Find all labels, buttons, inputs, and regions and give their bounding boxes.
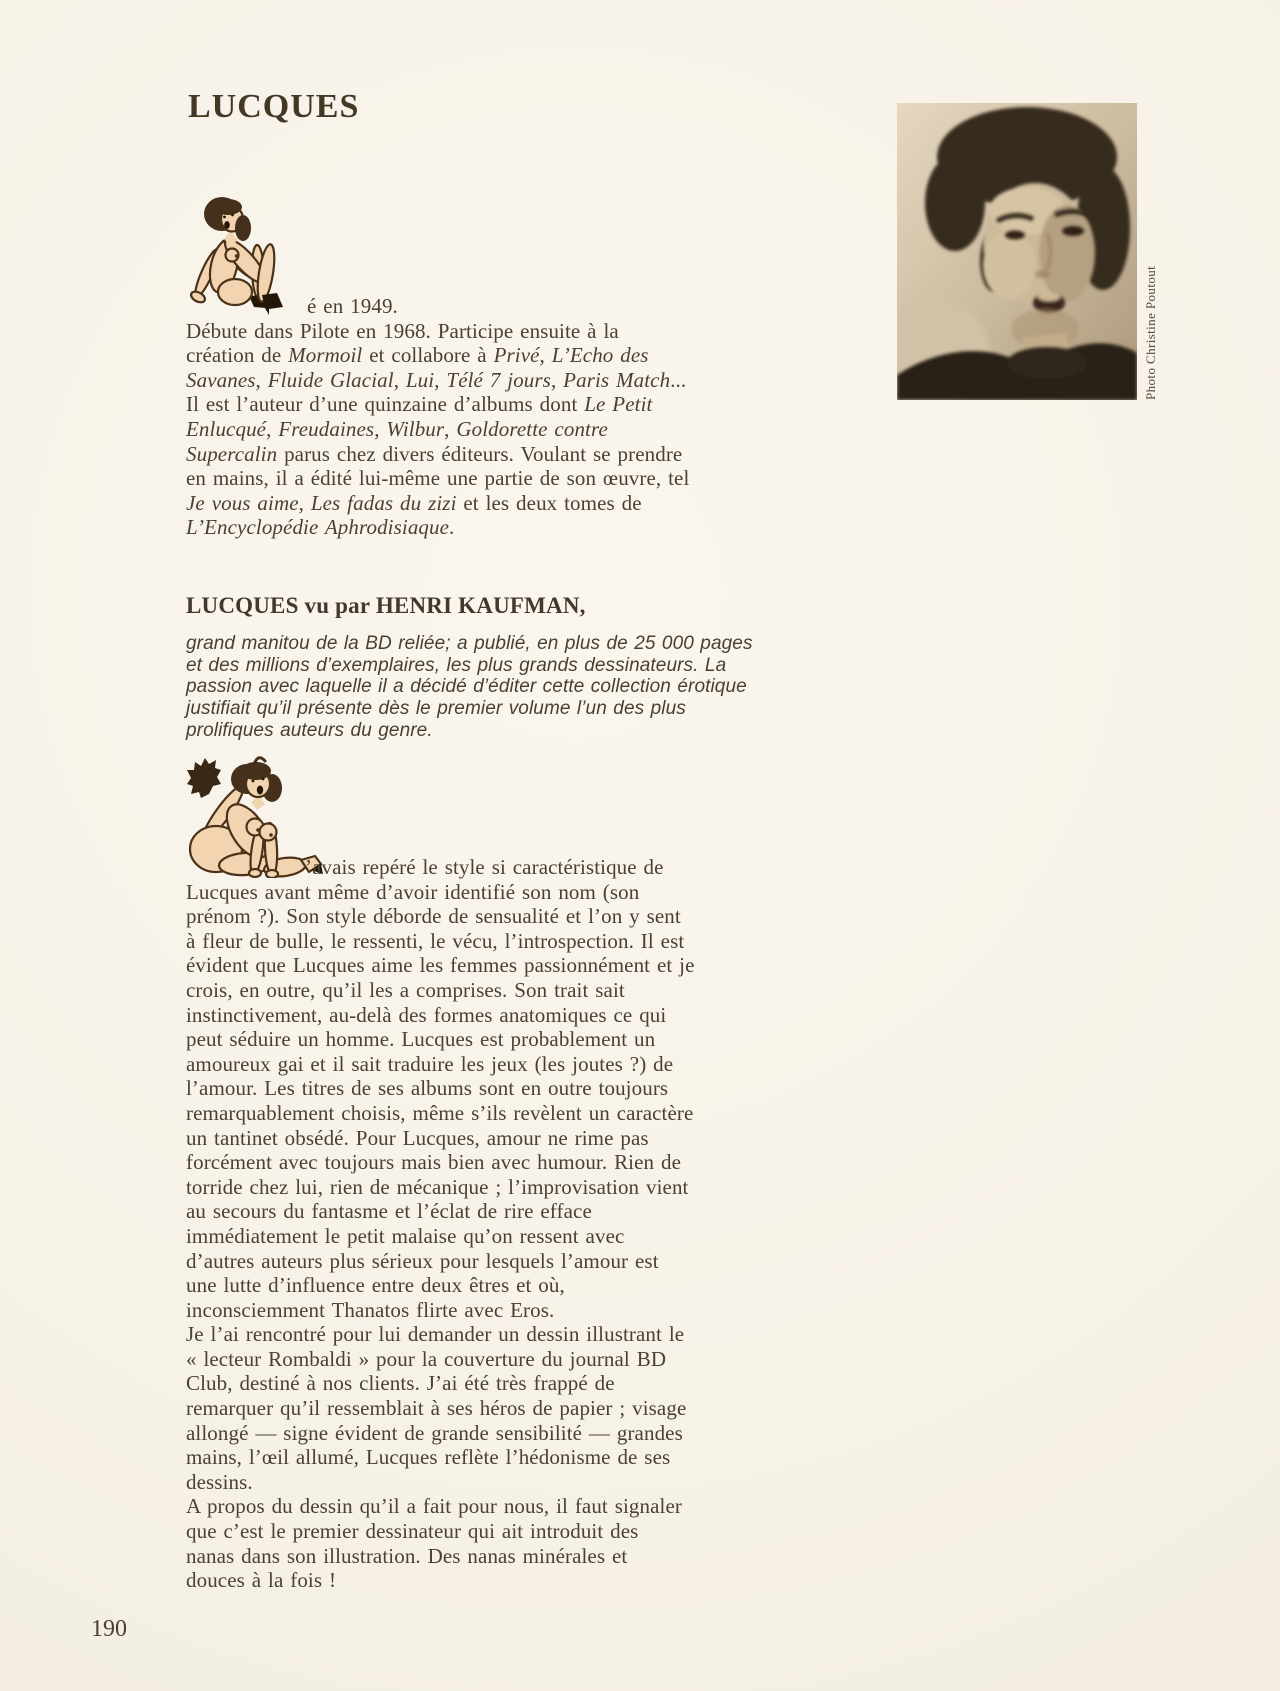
- page-number: 190: [91, 1616, 127, 1642]
- text-line: Débute dans Pilote en 1968. Participe ensuite à la: [186, 318, 619, 343]
- text-line: douces à la fois !: [186, 1568, 337, 1593]
- text-line: crois, en outre, qu’il les a comprises. Son trait sait: [186, 977, 625, 1002]
- section-heading: LUCQUES vu par HENRI KAUFMAN,: [186, 593, 586, 618]
- text-line: Savanes, Fluide Glacial, Lui, Télé 7 jours, Paris Match...: [186, 367, 687, 392]
- text-line: un tantinet obsédé. Pour Lucques, amour ne rime pas: [186, 1125, 649, 1150]
- text-line: que c’est le premier dessinateur qui ait introduit des: [186, 1519, 639, 1544]
- text-line: remarquablement choisis, même s’ils revèlent un caractère: [186, 1100, 694, 1125]
- text-line: Je l’ai rencontré pour lui demander un dessin illustrant le: [186, 1322, 685, 1347]
- text-line: Lucques avant même d’avoir identifié son nom (son: [186, 879, 640, 904]
- text-line: inconsciemment Thanatos flirte avec Eros.: [186, 1297, 555, 1322]
- text-line: au secours du fantasme et l’éclat de rire efface: [186, 1199, 592, 1224]
- text-line: Il est l’auteur d’une quinzaine d’albums dont Le Petit: [186, 392, 653, 417]
- page-title: LUCQUES: [188, 88, 360, 125]
- portrait-photo-image: [897, 103, 1137, 400]
- text-line: Enlucqué, Freudaines, Wilbur, Goldorette contre: [186, 416, 608, 441]
- text-line: dessins.: [186, 1469, 253, 1494]
- text-line: allongé — signe évident de grande sensibilité — grandes: [186, 1420, 683, 1445]
- text-line: justifiait qu’il présente dès le premier volume l’un des plus: [186, 698, 686, 720]
- text-line: « lecteur Rombaldi » pour la couverture du journal BD: [186, 1346, 667, 1371]
- text-line: à fleur de bulle, le ressenti, le vécu, l’introspection. Il est: [186, 928, 685, 953]
- text-line: et des millions d’exemplaires, les plus grands dessinateurs. La: [186, 654, 727, 676]
- text-line: mains, l’œil allumé, Lucques reflète l’hédonisme de ses: [186, 1445, 671, 1470]
- text-line: ’avais repéré le style si caractéristique de: [305, 855, 664, 879]
- text-line: forcément avec toujours mais bien avec humour. Rien de: [186, 1150, 681, 1175]
- text-line: instinctivement, au-delà des formes anatomiques ce qui: [186, 1002, 667, 1027]
- text-line: Club, destiné à nos clients. J’ai été très frappé de: [186, 1371, 615, 1396]
- text-line: A propos du dessin qu’il a fait pour nous, il faut signaler: [186, 1494, 682, 1519]
- text-line: l’amour. Les titres de ses albums sont en outre toujours: [186, 1076, 669, 1101]
- text-line: torride chez lui, rien de mécanique ; l’improvisation vient: [186, 1174, 689, 1199]
- text-line: peut séduire un homme. Lucques est probablement un: [186, 1027, 656, 1052]
- text-line: nanas dans son illustration. Des nanas minérales et: [186, 1543, 628, 1568]
- text-line: grand manitou de la BD reliée; a publié, en plus de 25 000 pages: [186, 633, 753, 654]
- text-line: en mains, il a édité lui-même une partie de son œuvre, tel: [186, 466, 690, 491]
- text-line: création de Mormoil et collabore à Privé, L’Echo des: [186, 343, 649, 368]
- photo-credit: Photo Christine Poutout: [1143, 265, 1158, 400]
- text-line: prénom ?). Son style déborde de sensualité et l’on y sent: [186, 904, 681, 929]
- text-line: évident que Lucques aime les femmes passionnément et je: [186, 953, 695, 978]
- text-line: une lutte d’influence entre deux êtres et où,: [186, 1273, 565, 1298]
- text-line: Supercalin parus chez divers éditeurs. Voulant se prendre: [186, 441, 683, 466]
- portrait-photo: [897, 103, 1137, 400]
- text-line: remarquer qu’il ressemblait à ses héros de papier ; visage: [186, 1396, 687, 1421]
- text-line: é en 1949.: [307, 294, 398, 318]
- text-line: Je vous aime, Les fadas du zizi et les deux tomes de: [186, 490, 642, 515]
- biography-paragraph: [186, 294, 689, 540]
- main-text: [186, 855, 695, 1593]
- text-line: prolifiques auteurs du genre.: [186, 719, 433, 741]
- kaufman-intro-paragraph: [186, 633, 753, 742]
- text-line: d’autres auteurs plus sérieux pour lesquels l’amour est: [186, 1248, 659, 1273]
- text-line: immédiatement le petit malaise qu’on ressent avec: [186, 1223, 625, 1248]
- text-line: L’Encyclopédie Aphrodisiaque.: [186, 515, 455, 540]
- text-line: amoureux gai et il sait traduire les jeux (les joutes ?) de: [186, 1051, 674, 1076]
- text-line: passion avec laquelle il a décidé d’éditer cette collection érotique: [186, 676, 747, 698]
